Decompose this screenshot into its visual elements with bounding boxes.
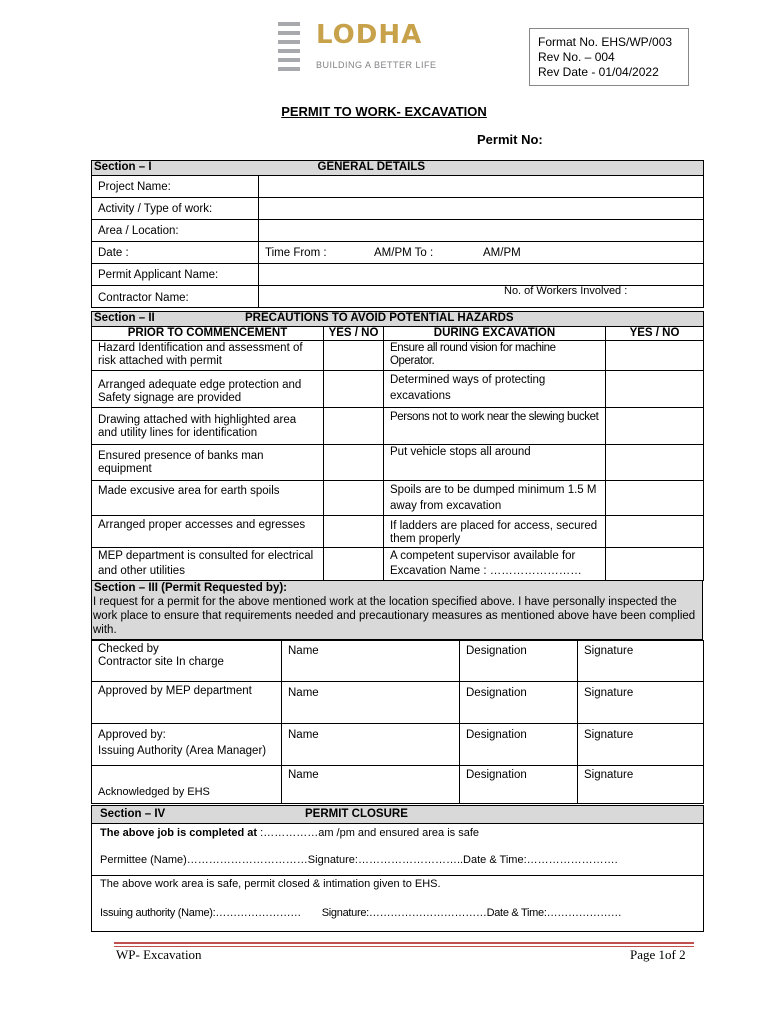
name-field[interactable]: Name <box>282 766 460 804</box>
designation-field[interactable]: Designation <box>460 766 578 804</box>
yes-no-cell[interactable] <box>606 548 704 581</box>
logo-word: LODHA <box>316 20 423 50</box>
signature-field[interactable]: Signature <box>578 724 704 766</box>
section-3-table <box>91 640 704 804</box>
during-item: Persons not to work near the slewing bucket <box>384 408 606 445</box>
footer-doc-name: WP- Excavation <box>116 947 202 962</box>
prior-item: Hazard Identification and assessment of risk attached with permit <box>92 341 324 371</box>
designation-field[interactable]: Designation <box>460 724 578 766</box>
signoff-role: Checked by Contractor site In charge <box>92 641 282 682</box>
footer-rule <box>114 942 694 944</box>
footer-page-number: Page 1of 2 <box>630 947 686 962</box>
section-2-header: Section – II PRECAUTIONS TO AVOID POTENTIAL HAZARDS <box>92 312 704 327</box>
signature-field[interactable]: Signature <box>578 682 704 724</box>
project-name-field[interactable] <box>259 176 704 198</box>
col-during-header: DURING EXCAVATION <box>384 327 606 341</box>
yes-no-cell[interactable] <box>324 408 384 445</box>
ampm-to-label: AM/PM To : <box>374 247 434 259</box>
contractor-field[interactable] <box>259 286 704 308</box>
activity-field[interactable] <box>259 198 704 220</box>
yes-no-cell[interactable] <box>324 481 384 516</box>
signoff-role: Approved by MEP department <box>92 682 282 724</box>
prior-item: Arranged proper accesses and egresses <box>92 516 324 548</box>
format-box <box>529 28 689 86</box>
closure-statement: The above work area is safe, permit closed & intimation given to EHS. <box>100 878 441 890</box>
prior-item: Drawing attached with highlighted area and utility lines for identification <box>92 408 324 445</box>
applicant-field[interactable] <box>259 264 704 286</box>
section-1-header: Section – I GENERAL DETAILS <box>92 161 704 176</box>
section-1-table <box>91 160 704 308</box>
date-label: Date : <box>92 242 259 264</box>
closure-block[interactable] <box>92 876 704 932</box>
area-field[interactable] <box>259 220 704 242</box>
yes-no-cell[interactable] <box>606 516 704 548</box>
yes-no-cell[interactable] <box>606 481 704 516</box>
section-3-header: Section – III (Permit Requested by): I request for a permit for the above mentioned work at the location specified above. I have personally inspected the work place to ensure that requirements needed and precautionary measures as mentioned above have been complied with. <box>91 580 703 640</box>
col-prior-header: PRIOR TO COMMENCEMENT <box>92 327 324 341</box>
section-3-statement: I request for a permit for the above mentioned work at the location specified above. I have personally inspected the work place to ensure that requirements needed and precautionary measures as mentioned above have been complied with. <box>93 596 696 636</box>
designation-field[interactable]: Designation <box>460 682 578 724</box>
logo-bars-icon <box>278 22 300 70</box>
rev-date: Rev Date - 01/04/2022 <box>538 65 659 79</box>
col-yesno-1-header: YES / NO <box>324 327 384 341</box>
name-field[interactable]: Name <box>282 724 460 766</box>
project-name-label: Project Name: <box>92 176 259 198</box>
signature-field[interactable]: Signature <box>578 641 704 682</box>
yes-no-cell[interactable] <box>324 445 384 481</box>
completion-block[interactable]: The above job is completed at :……………am /pm and ensured area is safe Permittee (Name)……………………………Signature:………………………..Date & Time:……………………. <box>92 824 704 876</box>
prior-item: Arranged adequate edge protection and Safety signage are provided <box>92 371 324 408</box>
name-field[interactable]: Name <box>282 641 460 682</box>
yes-no-cell[interactable] <box>606 445 704 481</box>
format-no: Format No. EHS/WP/003 <box>538 35 673 49</box>
ampm-label: AM/PM <box>483 247 521 259</box>
name-field[interactable]: Name <box>282 682 460 724</box>
applicant-label: Permit Applicant Name: <box>92 264 259 286</box>
yes-no-cell[interactable] <box>324 516 384 548</box>
permittee-line: Permittee (Name)……………………………Signature:………………………..Date & Time:……………………. <box>100 854 618 866</box>
rev-no: Rev No. – 004 <box>538 50 615 64</box>
area-label: Area / Location: <box>92 220 259 242</box>
yes-no-cell[interactable] <box>606 341 704 371</box>
yes-no-cell[interactable] <box>324 341 384 371</box>
during-item: A competent supervisor available for Excavation Name : …………………… <box>384 548 606 581</box>
yes-no-cell[interactable] <box>606 408 704 445</box>
yes-no-cell[interactable] <box>324 548 384 581</box>
time-from-label: Time From : <box>265 247 327 259</box>
page-title: PERMIT TO WORK- EXCAVATION <box>281 104 487 119</box>
prior-item: Made excusive area for earth spoils <box>92 481 324 516</box>
yes-no-cell[interactable] <box>324 371 384 408</box>
signoff-role: Approved by: Issuing Authority (Area Manager) <box>92 724 282 766</box>
during-item: Put vehicle stops all around <box>384 445 606 481</box>
designation-field[interactable]: Designation <box>460 641 578 682</box>
issuing-authority-line: Issuing authority (Name):…………………… <box>100 907 301 919</box>
activity-label: Activity / Type of work: <box>92 198 259 220</box>
signoff-role: Acknowledged by EHS <box>92 766 282 804</box>
during-item: Ensure all round vision for machine Operator. <box>384 341 606 371</box>
during-item: If ladders are placed for access, secured them properly <box>384 516 606 548</box>
col-yesno-2-header: YES / NO <box>606 327 704 341</box>
issuing-signature-line: Signature:……………………………Date & Time:………………… <box>321 907 622 919</box>
permit-no-label: Permit No: <box>477 132 543 147</box>
prior-item: Ensured presence of banks man equipment <box>92 445 324 481</box>
workers-label: No. of Workers Involved : <box>504 285 628 297</box>
prior-item: MEP department is consulted for electrical and other utilities <box>92 548 324 581</box>
yes-no-cell[interactable] <box>606 371 704 408</box>
during-item: Determined ways of protecting excavations <box>384 371 606 408</box>
contractor-label: Contractor Name: <box>92 286 259 308</box>
section-4-header: Section – IV PERMIT CLOSURE <box>92 806 704 824</box>
during-item: Spoils are to be dumped minimum 1.5 M away from excavation <box>384 481 606 516</box>
section-2-table <box>91 311 704 581</box>
section-4-table <box>91 805 704 932</box>
signature-field[interactable]: Signature <box>578 766 704 804</box>
time-field[interactable] <box>259 242 704 264</box>
logo-tagline: BUILDING A BETTER LIFE <box>316 60 437 70</box>
